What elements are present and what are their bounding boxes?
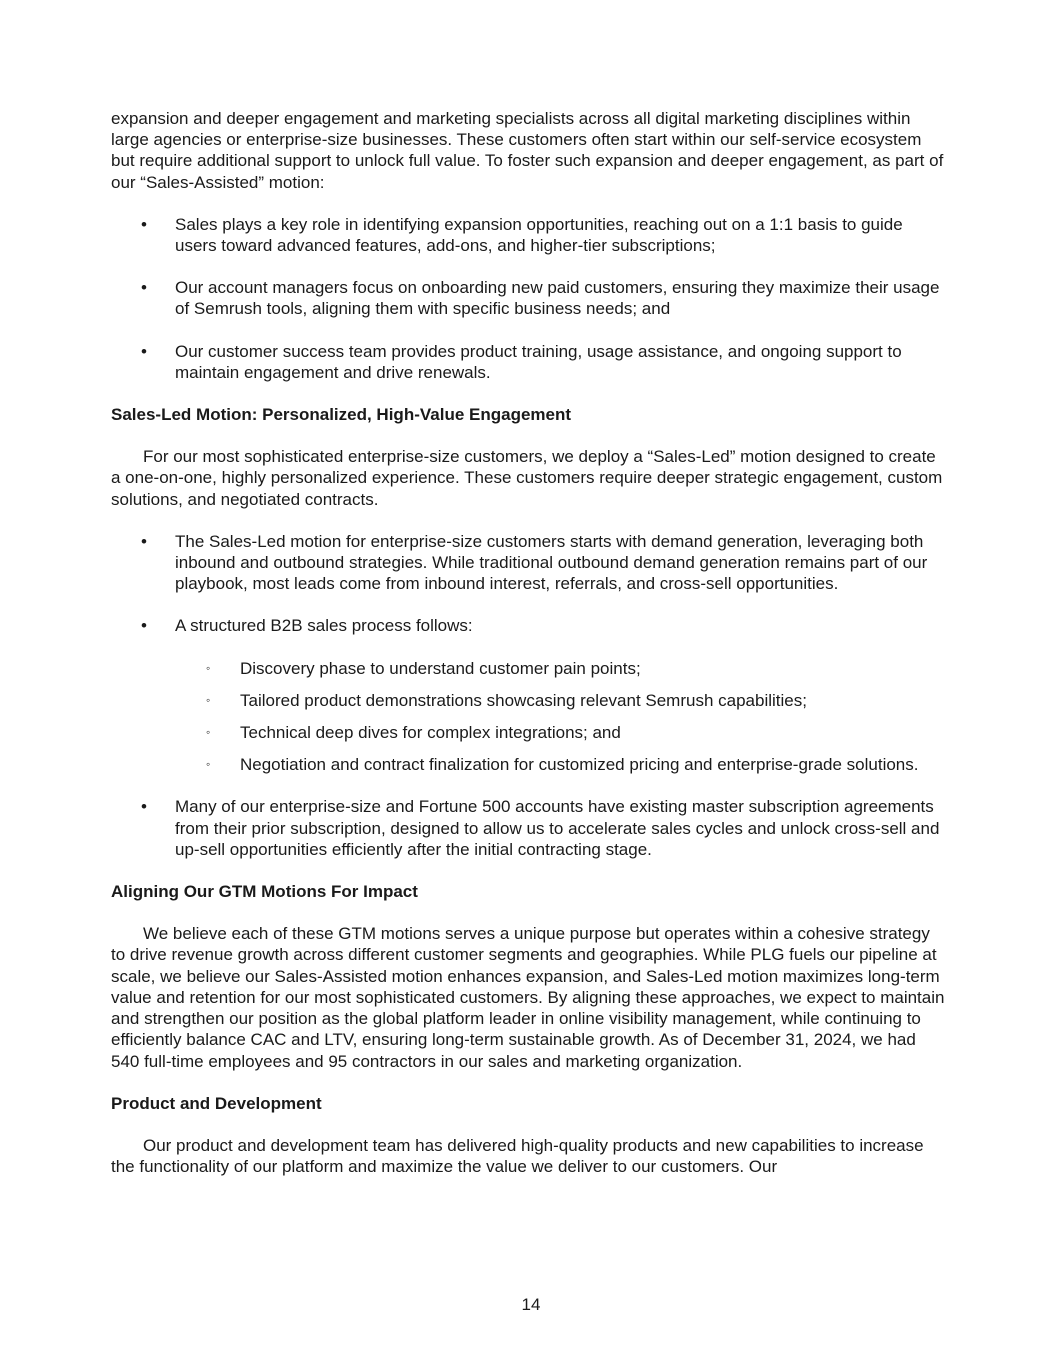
aligning-paragraph: We believe each of these GTM motions serves a unique purpose but operates within a cohesive strategy to drive revenue growth across different customer segments and geographies. While PLG fuels our pipeline at scale, we believe our Sales-Assisted motion enhances expansion, and Sales-Led motion maximizes long-term value and retention for our most sophisticated customers. By aligning these approaches, we expect to maintain and strengthen our position as the global platform leader in online visibility management, while continuing to efficiently balance CAC and LTV, ensuring long-term sustainable growth. As of December 31, 2024, we had 540 full-time employees and 95 contractors in our sales and marketing organization. [111,924,945,1071]
document-page [111,108,946,1198]
sub-list-item-text: Technical deep dives for complex integrations; and [240,723,621,743]
bullet-icon: • [141,531,147,551]
section-heading-product: Product and Development [111,1093,322,1113]
list-item [111,341,946,383]
list-item [111,531,946,595]
sales-led-intro-paragraph: For our most sophisticated enterprise-size customers, we deploy a “Sales-Led” motion designed to create a one-on-one, highly personalized experience. These customers require deeper strategic engagement, custom solutions, and negotiated contracts. [111,447,943,509]
sub-bullet-icon: ◦ [206,692,211,707]
sales-process-steps [175,658,946,776]
sub-list-item [111,690,946,711]
bullet-icon: • [141,341,147,361]
sub-list-item [111,722,946,743]
list-item-text: Sales plays a key role in identifying expansion opportunities, reaching out on a 1:1 basis to guide users toward advanced features, add-ons, and higher-tier subscriptions; [175,214,903,256]
sub-list-item [111,754,946,775]
sub-list-item-text: Discovery phase to understand customer pain points; [240,658,641,678]
sub-bullet-icon: ◦ [206,757,211,772]
list-item-text: Many of our enterprise-size and Fortune 500 accounts have existing master subscription agreements from their prior subscription, designed to allow us to accelerate sales cycles and unlock cross-sell and up-sell opportunities efficiently after the initial contracting stage. [175,797,940,859]
list-item-text: The Sales-Led motion for enterprise-size customers starts with demand generation, leveraging both inbound and outbound strategies. While traditional outbound demand generation remains part of our playbook, most leads come from inbound interest, referrals, and cross-sell opportunities. [175,531,928,594]
section-heading-sales-led: Sales-Led Motion: Personalized, High-Value Engagement [111,405,572,425]
bullet-icon: • [141,616,147,636]
bullet-icon: • [141,278,147,298]
bullet-icon: • [141,214,147,234]
list-item-text: A structured B2B sales process follows: [175,616,473,636]
sales-led-list [111,531,946,860]
section-heading-aligning: Aligning Our GTM Motions For Impact [111,882,418,902]
sub-list-item-text: Tailored product demonstrations showcasing relevant Semrush capabilities; [240,690,807,710]
list-item [111,277,946,319]
sub-bullet-icon: ◦ [206,660,211,675]
intro-paragraph: expansion and deeper engagement and marketing specialists across all digital marketing disciplines within large agencies or enterprise-size businesses. These customers often start within our self-service ecosystem but require additional support to unlock full value. To foster such expansion and deeper engagement, as part of our “Sales-Assisted” motion: [111,109,944,192]
sub-bullet-icon: ◦ [206,725,211,740]
list-item [111,615,946,775]
sales-assisted-list [111,214,946,383]
page-number: 14 [521,1295,541,1314]
list-item-text: Our customer success team provides product training, usage assistance, and ongoing support to maintain engagement and drive renewals. [175,341,902,382]
product-paragraph: Our product and development team has delivered high-quality products and new capabilities to increase the functionality of our platform and maximize the value we deliver to our customers. Our [111,1135,924,1177]
bullet-icon: • [141,797,147,817]
sub-list-item [111,658,946,679]
list-item [111,796,946,860]
list-item [111,214,946,256]
list-item-text: Our account managers focus on onboarding new paid customers, ensuring they maximize their usage of Semrush tools, aligning them with specific business needs; and [175,278,940,319]
sub-list-item-text: Negotiation and contract finalization for customized pricing and enterprise-grade solutions. [240,755,919,775]
